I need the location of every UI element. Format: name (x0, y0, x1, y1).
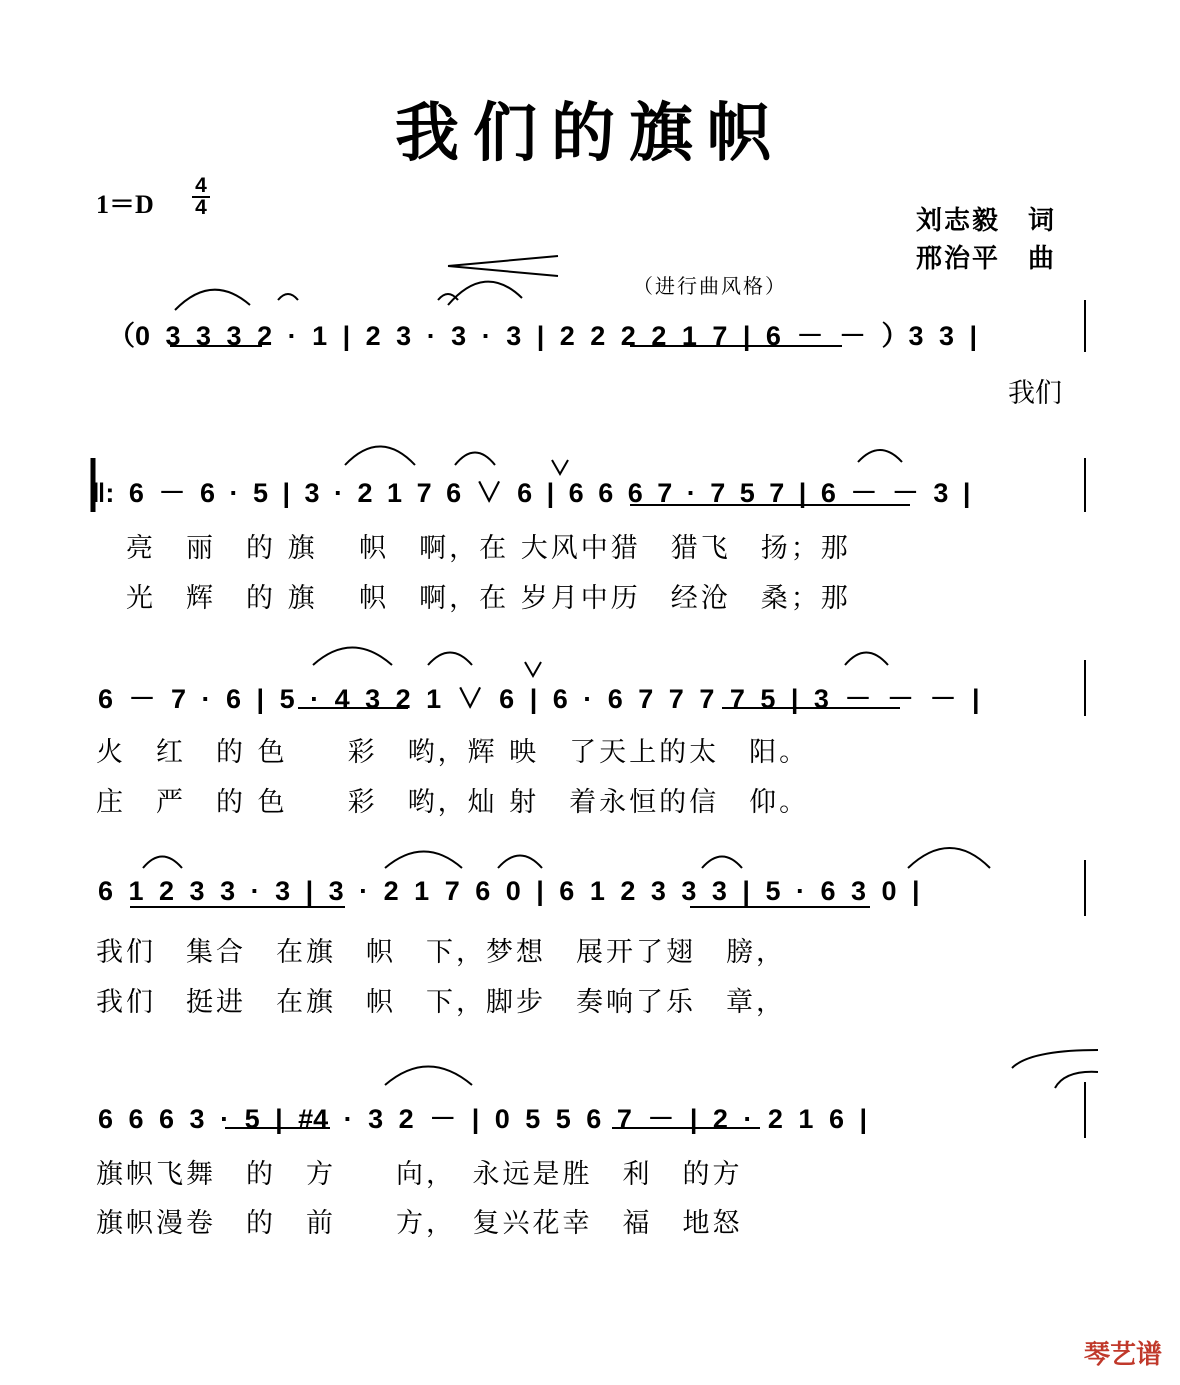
watermark-logo: 琴艺谱 (1083, 1340, 1162, 1370)
slur-mark (448, 282, 522, 305)
slur-mark (428, 653, 472, 666)
notation-row-3: 6 － 7 · 6 | 5 · 4 3 2 1 ∨ 6 | 6 · 6 7 7 7 7 5 | 3 － － － | (98, 684, 980, 714)
song-title: 我们的旗帜 (395, 97, 785, 171)
slur-mark (175, 290, 250, 310)
tie-mark (1012, 1050, 1098, 1068)
breath-mark (525, 662, 541, 676)
slur-mark (455, 453, 495, 466)
breath-mark (552, 460, 568, 474)
time-signature-top: 4 (195, 174, 207, 197)
lyrics-row-4-verse-1: 我们 集合 在旗 帜 下，梦想 展开了翅 膀， (96, 937, 786, 968)
style-marking: （进行曲风格） (633, 274, 787, 298)
lyrics-row-5-verse-2: 旗帜漫卷 的 前 方， 复兴花幸 福 地怒 (96, 1208, 743, 1239)
time-signature-bottom: 4 (195, 196, 207, 219)
notation-row-4: 6 1 2 3 3 · 3 | 3 · 2 1 7 6 0 | 6 1 2 3 3 3 | 5 · 6 3 0 | (98, 876, 920, 906)
lyrics-row-2-verse-2: 光 辉 的 旗 帜 啊，在 岁月中历 经沧 桑；那 (126, 583, 851, 614)
lyrics-row-3-verse-1: 火 红 的 色 彩 哟，辉 映 了天上的太 阳。 (96, 737, 810, 768)
slur-mark (858, 450, 902, 462)
lyricist-credit: 刘志毅 词 (916, 206, 1057, 236)
crescendo-mark (448, 256, 558, 276)
slur-mark (498, 856, 542, 869)
lyrics-row-4-verse-2: 我们 挺进 在旗 帜 下，脚步 奏响了乐 章， (96, 987, 786, 1018)
slur-mark (385, 1067, 472, 1086)
slur-mark (845, 653, 888, 666)
slur-mark (908, 848, 990, 868)
slur-mark (278, 294, 298, 300)
notation-row-2: ‖: 6 － 6 · 5 | 3 · 2 1 7 6 ∨ 6 | 6 6 6 7 · 7 5 7 | 6 － － 3 | (92, 478, 971, 508)
composer-credit: 邢治平 曲 (916, 244, 1057, 274)
lyrics-row-2-verse-1: 亮 丽 的 旗 帜 啊，在 大风中猎 猎飞 扬；那 (126, 533, 851, 564)
slur-mark (143, 857, 182, 869)
slur-mark (345, 447, 415, 466)
slur-mark (313, 648, 392, 666)
lyrics-row-3-verse-2: 庄 严 的 色 彩 哟，灿 射 着永恒的信 仰。 (96, 787, 810, 818)
notation-row-1: （0 3 3 3 2 · 1 | 2 3 · 3 · 3 | 2 2 2 2 1 7 | 6 － － ）3 3 | (108, 321, 978, 351)
slur-mark (385, 852, 462, 869)
lyrics-row-1: 我们 (1008, 378, 1062, 409)
key-signature: 1＝D (96, 190, 154, 219)
notation-row-5: 6 6 6 3 · 5 | #4 · 3 2 － | 0 5 5 6 7 － | 2 · 2 1 6 | (98, 1104, 868, 1134)
tie-mark (1055, 1072, 1098, 1088)
lyrics-row-5-verse-1: 旗帜飞舞 的 方 向， 永远是胜 利 的方 (96, 1159, 743, 1190)
slur-mark (702, 857, 742, 869)
